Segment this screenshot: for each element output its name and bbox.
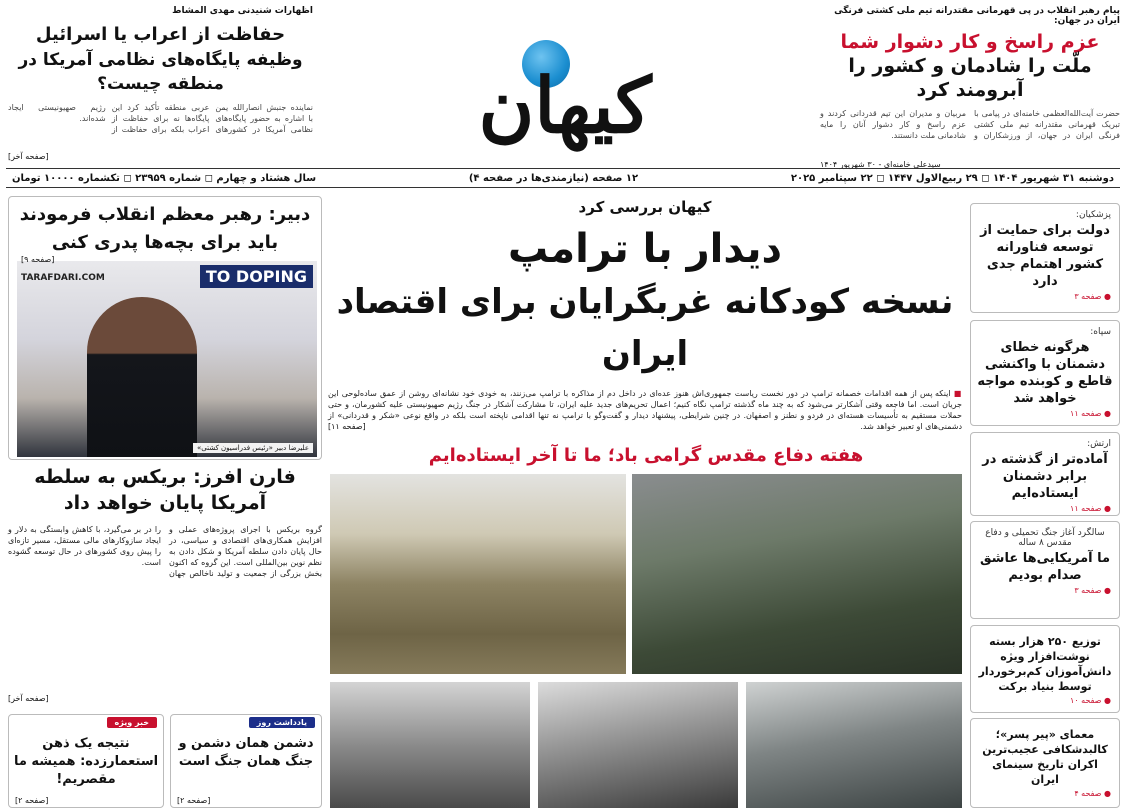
photo-commanders: [632, 474, 962, 674]
left-headline-body: نماینده جنبش انصارالله یمن با اشاره به حضور پایگاه‌های نظامی آمریکا در کشورهای عربی منطقه تأکید کرد این پایگاه‌ها نه برای حفاظت از اعراب بلکه برای حفاظت از رژیم صهیونیستی ایجاد شده‌اند.: [8, 103, 313, 134]
sidebar-title: توزیع ۲۵۰ هزار بسته نوشت‌افزار ویژه دانش‌آموزان کم‌برخوردار توسط بنیاد برکت: [978, 635, 1112, 693]
dateline-bar: [6, 168, 1120, 188]
lead-kicker: کیهان بررسی کرد: [578, 198, 712, 216]
sidebar-title: ما آمریکایی‌ها عاشق صدام بودیم: [979, 551, 1111, 583]
sidebar-ref[interactable]: ● صفحه ۱۰: [1070, 696, 1111, 705]
special-news-box[interactable]: [8, 714, 164, 808]
leader-message-body: حضرت آیت‌الله‌العظمی خامنه‌ای در پیامی با تبریک قهرمانی مقتدرانه تیم ملی کشتی فرنگی ایران در جهان، از ورزشکاران و مربیان و مدیران این تیم قدردانی کردند و عزم راسخ و کار دشوار آنان را مایه شادمانی ملت دانستند.: [820, 109, 1120, 140]
leader-message-title-1: عزم راسخ و کار دشوار شما: [840, 31, 1100, 53]
editorial-tag: یادداشت روز: [249, 717, 315, 728]
sidebar-item[interactable]: [970, 718, 1120, 808]
dabir-story[interactable]: [8, 196, 322, 460]
editorial-title: دشمن همان دشمن و جنگ همان جنگ است: [178, 736, 314, 769]
editorial-ref[interactable]: [صفحه ۲]: [177, 796, 211, 805]
sidebar-kicker: سالگرد آغاز جنگ تحمیلی و دفاع مقدس ۸ ساله: [985, 528, 1105, 548]
photo-divers: [746, 682, 962, 808]
sidebar-title: آماده‌تر از گذشته در برابر دشمنان ایستاده‌ایم: [982, 452, 1108, 501]
leader-message-kicker: پیام رهبر انقلاب در پی قهرمانی مقتدرانه تیم ملی کشتی فرنگی ایران در جهان:: [834, 6, 1120, 26]
photo-collage: [330, 474, 962, 808]
photo-tanks-troops: [330, 474, 626, 674]
sidebar-item[interactable]: [970, 432, 1120, 516]
leader-message-title-2: ملّت را شادمان و کشور را آبرومند کرد: [848, 55, 1092, 101]
dabir-title: دبیر: رهبر معظم انقلاب فرمودند باید برای بچه‌ها پدری کنی: [19, 204, 311, 253]
editorial-box[interactable]: [170, 714, 322, 808]
foreign-affairs-story[interactable]: [8, 462, 322, 708]
foreign-affairs-body: گروه بریکس با اجرای پروژه‌های عملی و افزایش همکاری‌های اقتصادی و سیاسی، در حال پایان دادن سلطه آمریکا و شکل دادن به نظم نوین بین‌المللی است. این گروه که اکنون بخش بزرگی از جمعیت و تولید ناخالص جهان را در بر می‌گیرد، با کاهش وابستگی به دلار و ایجاد سازوکارهای مالی مستقل، مسیر تازه‌ای را پیش روی کشورهای در حال توسعه گشوده است.: [8, 525, 322, 578]
photo-doping-text: TO DOPING: [200, 265, 313, 288]
sidebar-item[interactable]: [970, 625, 1120, 713]
left-headline-kicker: اظهارات شنیدنی مهدی المشاط: [172, 6, 313, 16]
sidebar-ref[interactable]: ● صفحه ۱۱: [1070, 409, 1111, 418]
sidebar-title: هرگونه خطای دشمنان با واکنشی قاطع و کوبنده مواجه خواهد شد: [977, 340, 1113, 406]
masthead: [0, 0, 1126, 168]
special-news-tag: خبر ویژه: [107, 717, 157, 728]
sidebar-ref[interactable]: ● صفحه ۳: [1074, 292, 1111, 301]
sidebar-kicker: سپاه:: [1090, 327, 1111, 337]
lead-body-text: اینکه پس از همه اقدامات خصمانه ترامپ در دور نخست ریاست جمهوری‌اش هنوز عده‌ای در داخل دم از مذاکره با ترامپ می‌زنند، به خودی خود نشانه‌ای روشن از عمق ساده‌لوحی این جریان است. اما فاجعه وقتی آشکارتر می‌شود که به چند ماه گذشته ترامپ نگاه کنیم؛ اعمال تحریم‌های جدید علیه ایران، تا مشارکت آشکار در جنگ رژیم صهیونیستی علیه کشورمان، و حتی حملات مستقیم به تأسیسات هسته‌ای در فردو و نطنز و اصفهان. در چنین شرایطی، پیشنهاد دیدار و گفت‌وگو با ترامپ نه تنها اقدامی ناپخته است بلکه در واقع نوعی «شکر و قدردانی» از دشمنی‌های او تعبیر خواهد شد.: [328, 389, 962, 431]
logo-text: کیهان: [478, 61, 652, 150]
sidebar-ref[interactable]: ● صفحه ۳: [1074, 586, 1111, 595]
sidebar-item[interactable]: [970, 521, 1120, 619]
leader-message-signature: سیدعلی خامنه‌ای - ۳۰ شهریور ۱۴۰۴: [820, 160, 941, 169]
logo[interactable]: [400, 28, 730, 158]
lead-title-2: نسخه کودکانه غربگرایان برای اقتصاد ایران: [336, 282, 954, 374]
photo-weapon-raised: [538, 682, 738, 808]
left-headline-ref[interactable]: [صفحه آخر]: [8, 152, 49, 161]
lead-story[interactable]: [328, 198, 962, 438]
dabir-ref[interactable]: [صفحه ۹]: [21, 255, 55, 264]
left-headline-title-1: حفاظت از اعراب یا اسرائیل: [35, 24, 286, 45]
lead-ref[interactable]: [صفحه ۱۱]: [328, 422, 366, 431]
left-headline[interactable]: [8, 6, 313, 161]
dabir-photo: [17, 261, 317, 457]
sidebar-item[interactable]: [970, 320, 1120, 426]
sidebar-ref[interactable]: ● صفحه ۱۱: [1070, 504, 1111, 513]
foreign-affairs-ref[interactable]: [صفحه آخر]: [8, 694, 49, 703]
special-news-title: نتیجه یک ذهن استعمارزده: همیشه ما مقصریم!: [13, 736, 159, 787]
defense-week-banner: هفته دفاع مقدس گرامی باد؛ ما تا آخر ایستاده‌ایم: [428, 445, 864, 466]
photo-site-text: TARAFDARI.COM: [21, 273, 105, 283]
athlete-figure: [87, 297, 197, 457]
sidebar-title: دولت برای حمایت از توسعه فناورانه کشور اهتمام جدی دارد: [980, 223, 1110, 289]
special-news-ref[interactable]: [صفحه ۲]: [15, 796, 49, 805]
photo-soldiers-group: [330, 682, 530, 808]
sidebar-kicker: ارتش:: [1087, 439, 1111, 449]
dateline-issue: سال هشتاد و چهارم ◻ شماره ۲۳۹۵۹ ◻ تکشماره ۱۰۰۰۰ تومان: [12, 172, 317, 184]
sidebar-title: معمای «پیر پسر»؛ کالبدشکافی عجیب‌ترین اکران تاریخ سینمای ایران: [982, 728, 1108, 786]
dateline-date: دوشنبه ۳۱ شهریور ۱۴۰۴ ◻ ۲۹ ربیع‌الاول ۱۴۴۷ ◻ ۲۲ سپتامبر ۲۰۲۵: [790, 172, 1114, 184]
leader-message[interactable]: [820, 6, 1120, 169]
sidebar-kicker: پزشکیان:: [1075, 210, 1111, 220]
lead-title-1: دیدار با ترامپ: [507, 226, 782, 272]
sidebar-ref[interactable]: ● صفحه ۴: [1074, 789, 1111, 798]
dateline-pages: ۱۲ صفحه (نیازمندی‌ها در صفحه ۴): [468, 172, 639, 184]
photo-caption: علیرضا دبیر «رئیس فدراسیون کشتی»: [193, 443, 313, 453]
sidebar-item[interactable]: [970, 203, 1120, 313]
left-headline-title-2: وظیفه پایگاه‌های نظامی آمریکا در منطقه چیست؟: [18, 50, 303, 94]
lead-bullet-icon: ■: [953, 389, 963, 398]
foreign-affairs-title: فارن افرز: بریکس به سلطه آمریکا پایان خواهد داد: [34, 466, 296, 514]
